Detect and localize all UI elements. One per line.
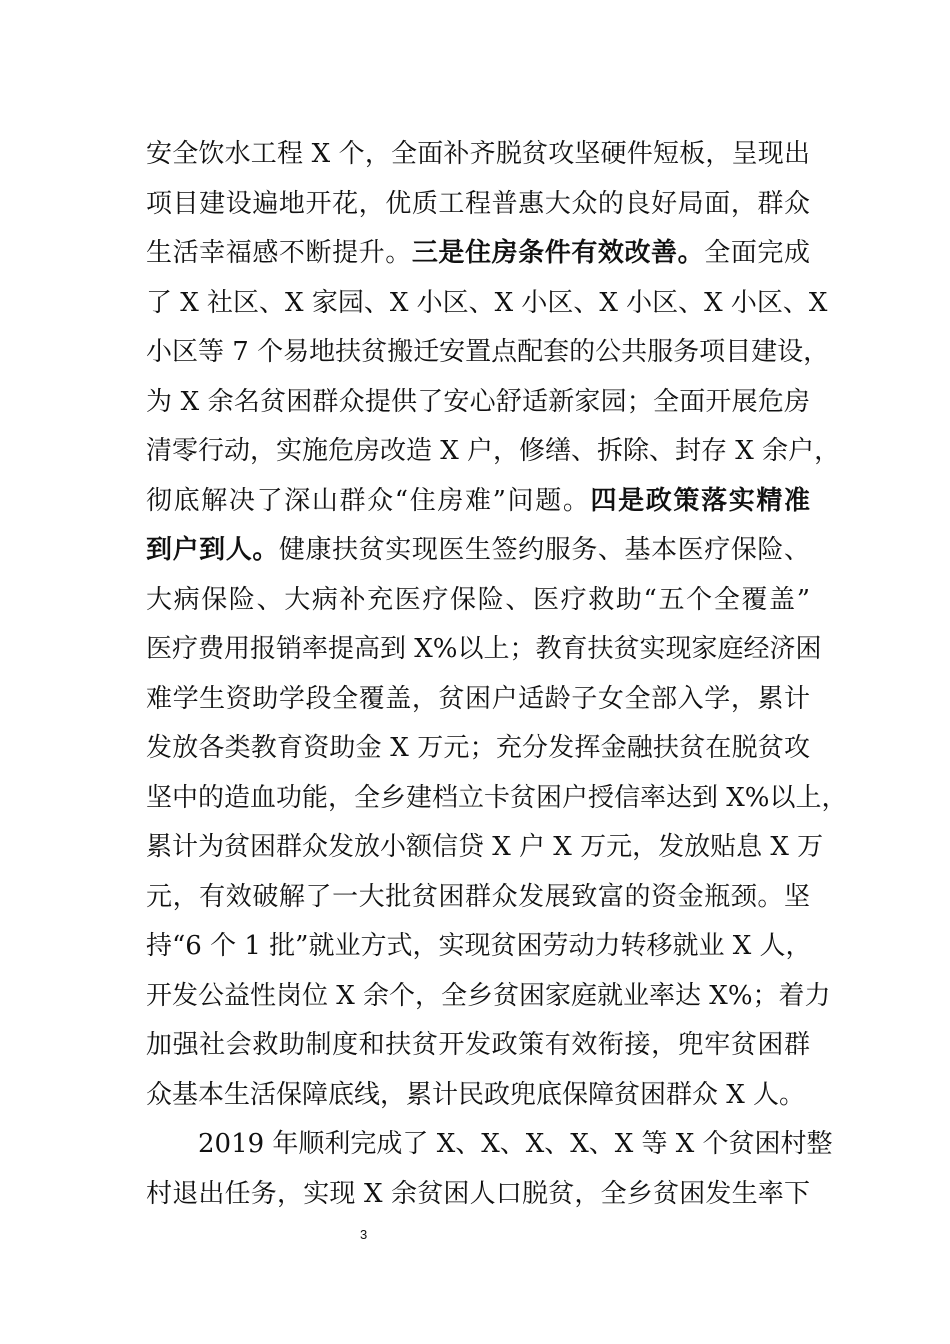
- text-run: 持“6 个 1 批”就业方式，实现贫困劳动力转移就业 X 人，: [146, 931, 812, 961]
- text-run: 加强社会救助制度和扶贫开发政策有效衔接，兜牢贫困群: [146, 1030, 810, 1060]
- body-line-20: [146, 1078, 810, 1112]
- text-run: 众基本生活保障底线，累计民政兜底保障贫困群众 X 人。: [146, 1080, 806, 1110]
- text-run: 健康扶贫实现医生签约服务、基本医疗保险、: [278, 535, 810, 565]
- text-run: 开发公益性岗位 X 余个，全乡贫困家庭就业率达 X%；着力: [146, 981, 831, 1011]
- body-line-2: [146, 187, 810, 221]
- body-line-5: [146, 335, 830, 369]
- text-run: 村退出任务，实现 X 余贫困人口脱贫，全乡贫困发生率下: [146, 1179, 810, 1209]
- body-line-12: [146, 682, 810, 716]
- body-line-3: [146, 236, 810, 270]
- text-run: 彻底解决了深山群众“住房难”问题。: [146, 486, 591, 516]
- text-run: 安全饮水工程 X 个，全面补齐脱贫攻坚硬件短板，呈现出: [146, 139, 810, 169]
- text-run: 2019 年顺利完成了 X、X、X、X、X 等 X 个贫困村整: [198, 1129, 833, 1159]
- body-line-7: [146, 434, 841, 468]
- body-line-4: [146, 286, 828, 320]
- body-line-9: [146, 533, 810, 567]
- text-run: 项目建设遍地开花，优质工程普惠大众的良好局面，群众: [146, 189, 810, 219]
- body-line-22: [146, 1177, 810, 1211]
- text-run: 大病保险、大病补充医疗保险、医疗救助“五个全覆盖”: [146, 585, 810, 615]
- text-run: 医疗费用报销率提高到 X%以上；教育扶贫实现家庭经济困: [146, 634, 822, 664]
- body-line-16: [146, 880, 810, 914]
- text-run: 坚中的造血功能，全乡建档立卡贫困户授信率达到 X%以上，: [146, 783, 848, 813]
- body-line-15: [146, 830, 824, 864]
- page-number: 3: [360, 1227, 368, 1242]
- text-run: 发放各类教育资助金 X 万元；充分发挥金融扶贫在脱贫攻: [146, 733, 810, 763]
- body-line-10: [146, 583, 810, 617]
- text-run: 全面完成: [704, 238, 810, 268]
- body-line-11: [146, 632, 822, 666]
- text-run: 为 X 余名贫困群众提供了安心舒适新家园；全面开展危房: [146, 387, 810, 417]
- bold-heading-run: 三是住房条件有效改善。: [411, 238, 705, 268]
- body-line-6: [146, 385, 810, 419]
- body-line-13: [146, 731, 810, 765]
- text-run: 小区等 7 个易地扶贫搬迁安置点配套的公共服务项目建设，: [146, 337, 830, 367]
- body-line-17: [146, 929, 810, 963]
- text-run: 累计为贫困群众发放小额信贷 X 户 X 万元，发放贴息 X 万: [146, 832, 824, 862]
- body-line-8: [146, 484, 810, 518]
- text-run: 了 X 社区、X 家园、X 小区、X 小区、X 小区、X 小区、X: [146, 288, 828, 318]
- bold-heading-run: 四是政策落实精准: [590, 486, 810, 516]
- body-line-21: [198, 1127, 833, 1161]
- body-line-19: [146, 1028, 810, 1062]
- body-line-1: [146, 137, 810, 171]
- text-run: 清零行动，实施危房改造 X 户，修缮、拆除、封存 X 余户，: [146, 436, 841, 466]
- body-line-18: [146, 979, 831, 1013]
- bold-heading-run: 到户到人。: [146, 535, 279, 565]
- text-run: 难学生资助学段全覆盖，贫困户适龄子女全部入学，累计: [146, 684, 810, 714]
- text-run: 元，有效破解了一大批贫困群众发展致富的资金瓶颈。坚: [146, 882, 810, 912]
- text-run: 生活幸福感不断提升。: [146, 238, 412, 268]
- body-line-14: [146, 781, 848, 815]
